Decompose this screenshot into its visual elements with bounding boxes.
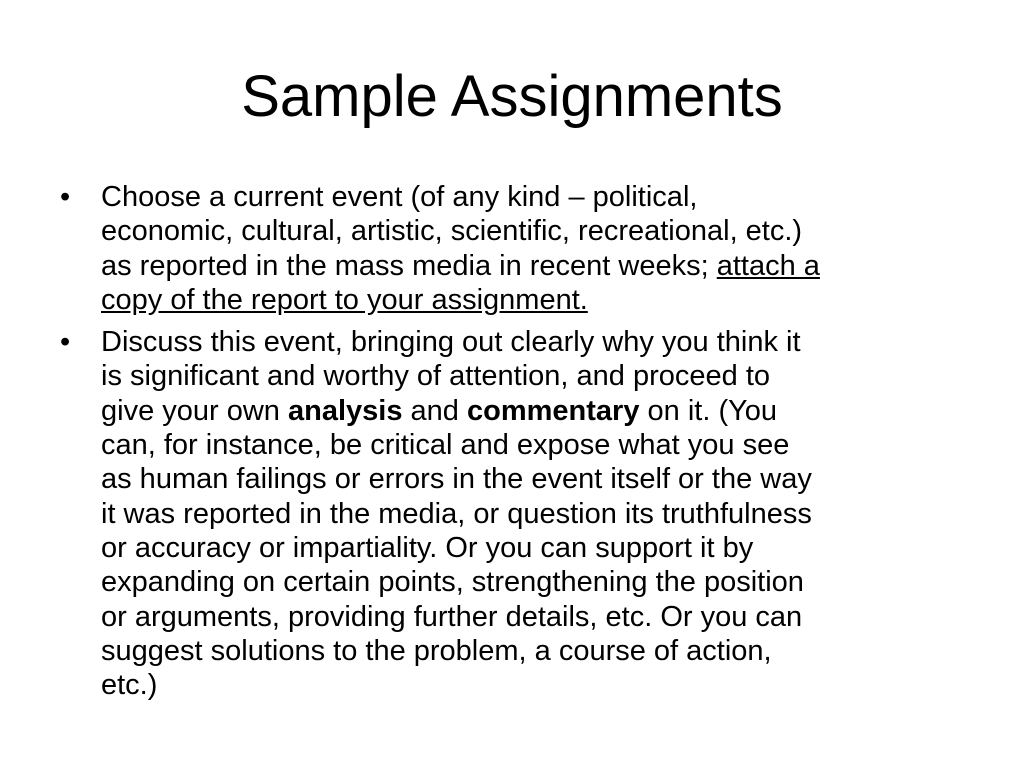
bullet-item-discuss-event — [58, 325, 988, 702]
bullet-icon: • — [60, 181, 71, 213]
bullet-item-current-event — [58, 180, 988, 317]
underlined-instruction: attach a copy of the report to your assignment. — [101, 249, 820, 316]
bullet-text: Choose a current event (of any kind – political, economic, cultural, artistic, scientific, recreational, etc.) as reported in the mass media in recent weeks; — [101, 181, 803, 282]
bullet-text-part-1: Discuss this event, bringing out clearly why you think it is significant and worthy of attention, and proceed to give your own — [101, 326, 801, 427]
bold-term-analysis: analysis — [288, 394, 403, 427]
bold-term-commentary: commentary — [466, 394, 640, 427]
bullet-text-part-2: and — [402, 394, 467, 427]
bullet-list — [58, 180, 988, 710]
bullet-text-part-3: on it. (You can, for instance, be critical and expose what you see as human failings or errors in the event itself or the way it was reported in the media, or question its truthfulness or accuracy or impartiality. Or you can support it by expanding on certain points, strengthening the position or arguments, providing further details, etc. Or you can suggest solutions to the problem, a course of action, etc.) — [101, 394, 812, 702]
bullet-icon: • — [60, 326, 71, 359]
slide-title: Sample Assignments — [241, 64, 783, 129]
